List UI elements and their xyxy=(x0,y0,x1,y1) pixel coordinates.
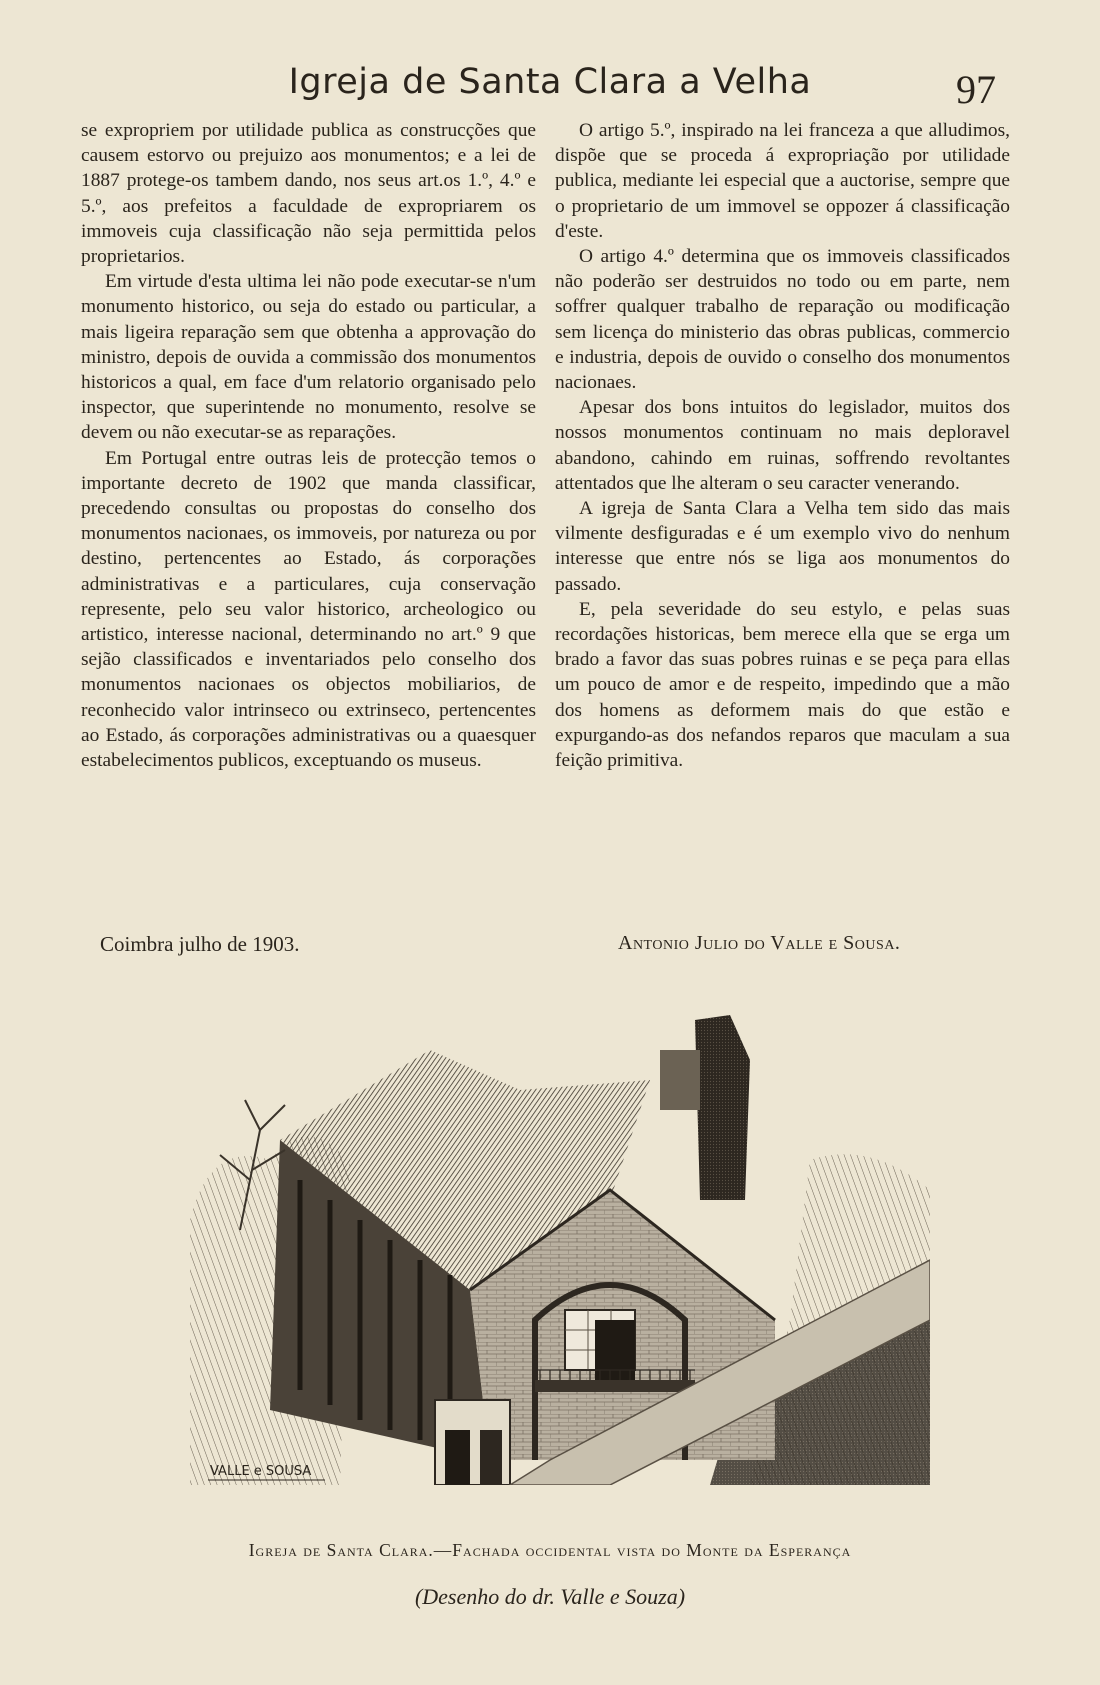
place-and-date: Coimbra julho de 1903. xyxy=(100,932,300,956)
right-paragraph-4: A igreja de Santa Clara a Velha tem sido das mais vilmente desfiguradas e é um exemplo vivo do nenhum interesse que entre nós se liga aos monumentos do passado. xyxy=(555,498,1010,595)
running-header-title: Igreja de Santa Clara a Velha xyxy=(288,62,812,102)
left-text-column xyxy=(81,118,536,773)
figure-caption: Igreja de Santa Clara.—Fachada occidental vista do Monte da Esperança xyxy=(248,1540,852,1560)
page-number: 97 xyxy=(956,67,996,112)
right-paragraph-2: O artigo 4.º determina que os immoveis classificados não poderão ser destruidos no todo ou em parte, nem soffrer qualquer trabalho de reparação ou modificação sem licença do ministerio das obras publicas, commercio e industria, depois de ouvido o conselho dos monumentos nacionaes. xyxy=(555,246,1010,394)
figure-credit: (Desenho do dr. Valle e Souza) xyxy=(414,1584,686,1609)
author-signature: Antonio Julio do Valle e Sousa. xyxy=(618,932,901,954)
bell-tower xyxy=(695,1015,750,1200)
right-paragraph-3: Apesar dos bons intuitos do legislador, muitos dos nossos monumentos continuam no mais deploravel abandono, cahindo em ruinas, soffrendo revoltantes attentados que lhe alteram o seu caracter venerando. xyxy=(555,397,1010,494)
left-paragraph-2: Em virtude d'esta ultima lei não pode executar-se n'um monumento historico, ou seja do estado ou particular, a mais ligeira reparação sem que obtenha a approvação do ministro, depois de ouvida a commissão dos monumentos historicos a qual, em face d'um relatorio organisado pelo inspector, que superintende no monumento, resolve se devem ou não executar-se as reparações. xyxy=(81,271,536,444)
right-paragraph-5: E, pela severidade do seu estylo, e pelas suas recordações historicas, bem merece ella que se erga um brado a favor das suas pobres ruinas e se peça para ellas um pouco de amor e de respeito, impedindo que a mão dos homens as deformem mais do que estão e expurgando-as dos nefandos reparos que maculam a sua feição primitiva. xyxy=(555,598,1010,772)
church-illustration xyxy=(190,990,930,1485)
left-paragraph-3: Em Portugal entre outras leis de protecção temos o importante decreto de 1902 que manda classificar, precedendo consultas ou propostas do conselho dos monumentos nacionaes, os immoveis, por natureza ou por destino, pertencentes ao Estado, ás corporações administrativas e a particulares, cuja conservação represente, pelo seu valor historico, archeologico ou artistico, interesse nacional, determinando no art.º 9 que sejão classificados e inventariados pelo conselho dos monumentos nacionaes os objectos mobiliarios, de reconhecido valor intrinseco ou extrinseco, pertencentes ao Estado, ás corporações administrativas ou a quaesquer estabelecimentos publicos, exceptuando os museus. xyxy=(81,447,536,772)
right-paragraph-1: O artigo 5.º, inspirado na lei franceza a que alludimos, dispõe que se proceda á expropriação por utilidade publica, mediante lei especial que a auctorise, sempre que o proprietario de um immovel se oppozer á classificação d'este. xyxy=(555,120,1010,242)
artist-mark: VALLE e SOUSA xyxy=(210,1464,312,1479)
left-paragraph-1: se expropriem por utilidade publica as construcções que causem estorvo ou prejuizo aos monumentos; e a lei de 1887 protege-os tambem dando, nos seus art.os 1.º, 4.º e 5.º, aos prefeitos a faculdade de expropriarem os immoveis cuja classificação não seja permittida pelos proprietarios. xyxy=(81,120,536,268)
right-text-column xyxy=(555,118,1010,773)
